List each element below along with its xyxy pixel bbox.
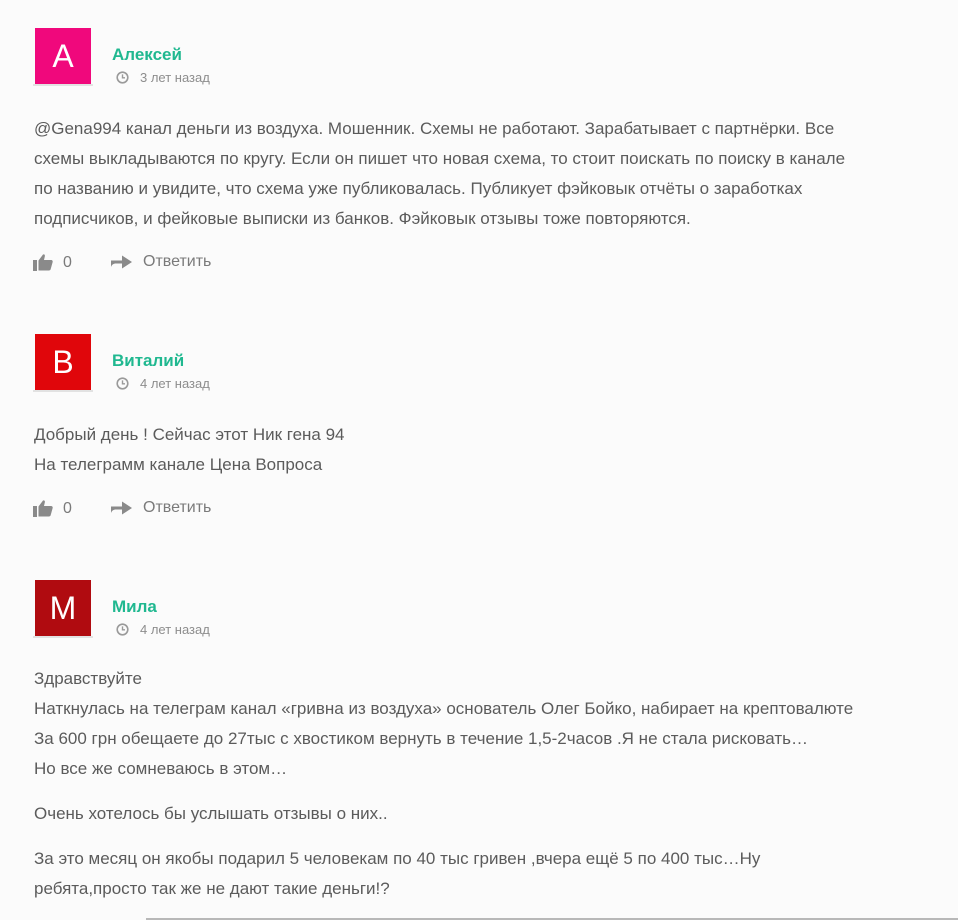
comment-actions [33,497,333,521]
comment-line: Здравствуйте [34,669,142,688]
like-count: 0 [63,500,72,517]
reply-label: Ответить [143,253,212,270]
comment-line: ребята,просто так же не дают такие деньги!? [34,879,390,898]
comment-text [34,114,845,234]
comment-line: Наткнулась на телеграм канал «гривна из воздуха» основатель Олег Бойко, набирает на крептовалюте [34,699,854,718]
thumbs-up-icon[interactable] [33,253,53,271]
comment-text [34,420,345,480]
clock-icon [116,623,129,636]
comment-line: по названию и увидите, что схема уже публиковалась. Публикует фэйковык отчёты о заработках [34,179,803,198]
comment-actions [33,251,333,275]
comment-text [34,664,853,904]
comment-line: Добрый день ! Сейчас этот Ник гена 94 [34,425,345,444]
like-count: 0 [63,254,72,271]
reply-arrow-icon [111,500,133,516]
comment-line: подписчиков, и фейковые выписки из банков. Фэйковык отзывы тоже повторяются. [34,209,691,228]
reply-label: Ответить [143,499,212,516]
comment-time: 3 лет назад [140,70,210,85]
avatar: М [35,580,91,636]
avatar-underline [33,84,93,86]
avatar-underline [33,390,93,392]
comment-line: За это месяц он якобы подарил 5 человекам по 40 тыс гривен ,вчера ещё 5 по 400 тыс…Ну [34,849,761,868]
reply-button[interactable] [111,497,231,521]
comment-time: 4 лет назад [140,376,210,391]
reply-button[interactable] [111,251,231,275]
thumbs-up-icon[interactable] [33,499,53,517]
comment-line: @Gena994 канал деньги из воздуха. Мошенник. Схемы не работают. Зарабатывает с партнёрки. Все [34,119,835,138]
comment-time: 4 лет назад [140,622,210,637]
comment-line: За 600 грн обещаете до 27тыс с хвостиком вернуть в течение 1,5-2часов .Я не стала рисковать… [34,729,808,748]
avatar: A [35,28,91,84]
comment-line: Но все же сомневаюсь в этом… [34,759,288,778]
avatar-underline [33,636,93,638]
clock-icon [116,71,129,84]
comment-line: схемы выкладываются по кругу. Если он пишет что новая схема, то стоит поискать по поиску в канале [34,149,846,168]
comment-line: Очень хотелось бы услышать отзывы о них.. [34,804,388,823]
avatar: В [35,334,91,390]
reply-arrow-icon [111,254,133,270]
comment-author[interactable]: Алексей [112,45,182,64]
comment-author[interactable]: Виталий [112,351,185,370]
clock-icon [116,377,129,390]
comment-line: На телеграмм канале Цена Вопроса [34,455,323,474]
comment-author[interactable]: Мила [112,597,157,616]
